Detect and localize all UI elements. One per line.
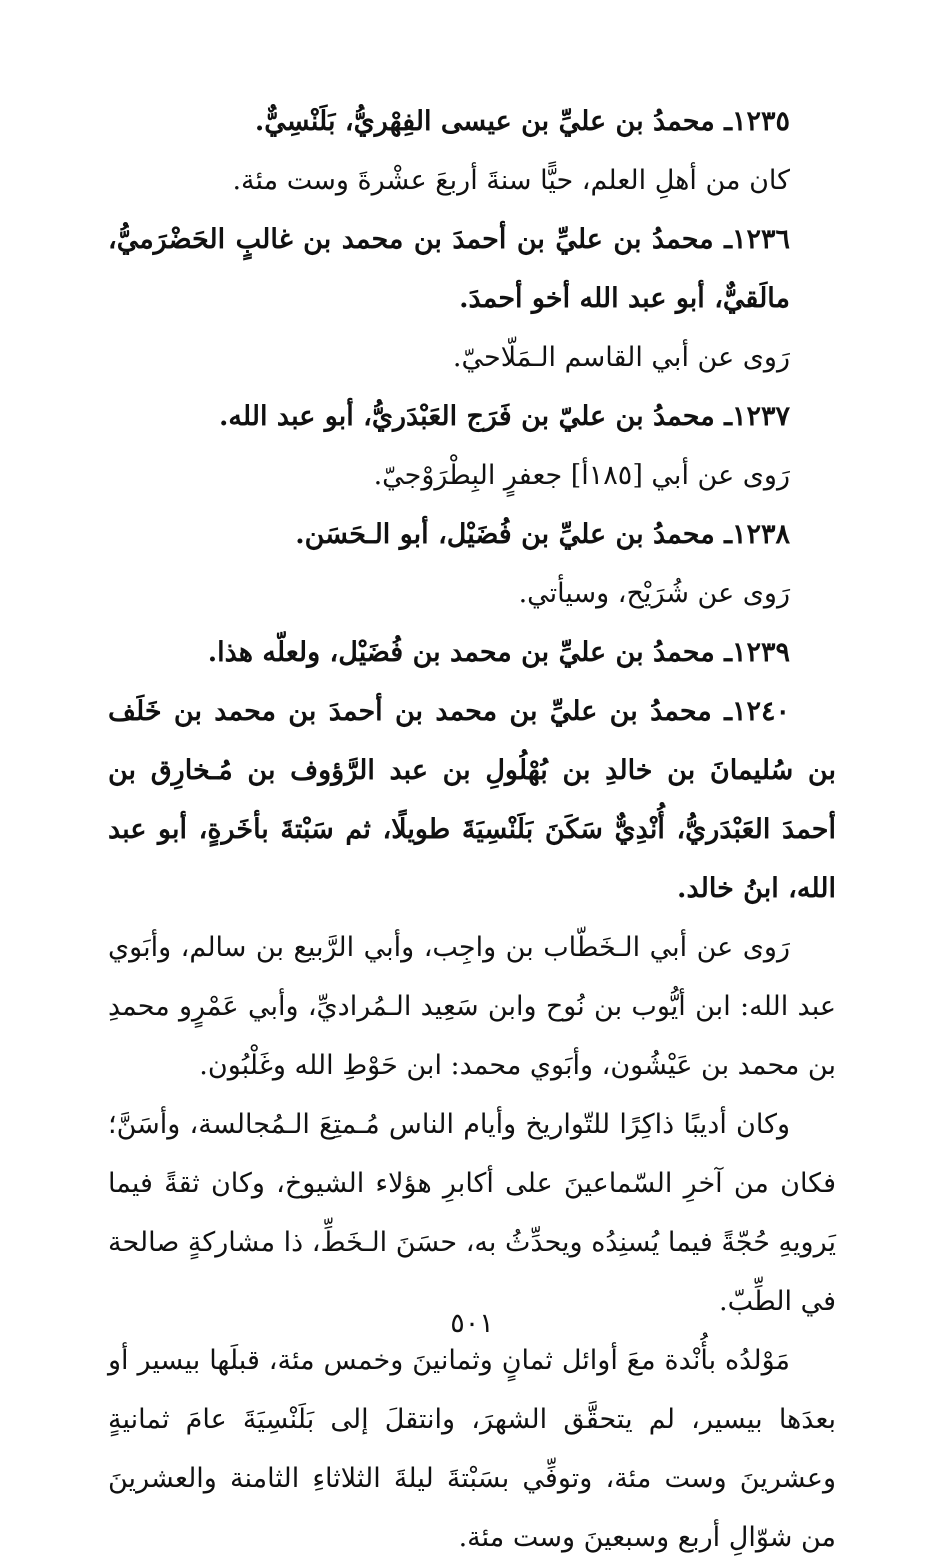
entry-body-paragraph: رَوى عن أبي [١٨٥أ] جعفرٍ البِطْرَوْجيّ.: [373, 460, 790, 491]
biography-entry-1239: [108, 623, 836, 682]
page-number: ٥٠١: [450, 1308, 494, 1339]
entry-body-paragraph: رَوى عن أبي القاسم الـمَلّاحيّ.: [452, 342, 790, 373]
entry-text: ١٢٣٨ـ محمدُ بن عليِّ بن فُضَيْل، أبو الـحَسَن.: [295, 519, 790, 550]
entry-text: ١٢٣٩ـ محمدُ بن عليِّ بن محمد بن فُضَيْل، ولعلّه هذا.: [207, 637, 790, 668]
entry-body-paragraph: مَوْلدُه بأُنْدة معَ أوائل ثمانٍ وثمانينَ وخمس مئة، قبلَها بيسير أو بعدَها بيسير، لم يتحقَّق الشهرَ، وانتقلَ إلى بَلَنْسِيَةَ عامَ ثمانيةٍ وعشرينَ وست مئة، وتوفِّي بسَبْتةَ ليلةَ الثلاثاءِ الثامنة والعشرينَ من شوّالِ أربع وسبعينَ وست مئة.: [108, 1345, 836, 1553]
biography-entry-1235: [108, 92, 836, 151]
biography-entry-1240: [108, 682, 836, 918]
entry-body-paragraph: وكان أديبًا ذاكِرًا للتّواريخ وأيام الناس مُـمتِعَ الـمُجالسة، وأسَنَّ؛ فكان من آخرِ السّماعينَ على أكابرِ هؤلاء الشيوخ، وكان ثقةً فيما يَرويهِ حُجّةً فيما يُسنِدُه ويحدِّثُ به، حسَنَ الـخَطِّ، ذا مشاركةٍ صالحة في الطِّبّ.: [108, 1109, 836, 1317]
biography-entry-1237: [108, 387, 836, 446]
entry-text: ١٢٣٧ـ محمدُ بن عليّ بن فَرَج العَبْدَريُّ، أبو عبد الله.: [218, 401, 790, 432]
entry-text: ١٢٣٥ـ محمدُ بن عليِّ بن عيسى الفِهْريُّ، بَلَنْسِيٌّ.: [254, 106, 790, 137]
entry-text: ١٢٣٦ـ محمدُ بن عليِّ بن أحمدَ بن محمد بن غالبٍ الحَضْرَميُّ، مالَقيٌّ، أبو عبد الله أخو أحمدَ.: [108, 224, 790, 314]
biography-entry-1236: [108, 210, 836, 328]
entry-body-paragraph: رَوى عن شُرَيْح، وسيأتي.: [518, 578, 790, 609]
entry-body-paragraph: كان من أهلِ العلم، حيًّا سنةَ أربعَ عشْرةَ وست مئة.: [232, 165, 790, 196]
biography-entry-1238: [108, 505, 836, 564]
entry-body-paragraph: رَوى عن أبي الـخَطّاب بن واجِب، وأبي الرَّبيع بن سالم، وأبَوي عبد الله: ابن أيُّوب بن نُوح وابن سَعِيد الـمُراديِّ، وأبي عَمْرٍو محمدِ بن محمد بن عَيْشُون، وأبَوي محمد: ابن حَوْطِ الله وغَلْبُون.: [108, 932, 836, 1081]
entry-text: ١٢٤٠ـ محمدُ بن عليِّ بن محمد بن أحمدَ بن محمد بن خَلَف بن سُليمانَ بن خالدِ بن بُهْلُولِ بن عبد الرَّؤوف بن مُـخارِق بن أحمدَ العَبْدَريُّ، أُنْدِيٌّ سَكَنَ بَلَنْسِيَةَ طويلًا، ثم سَبْتةَ بأخَرةٍ، أبو عبد الله، ابنُ خالد.: [108, 696, 836, 904]
